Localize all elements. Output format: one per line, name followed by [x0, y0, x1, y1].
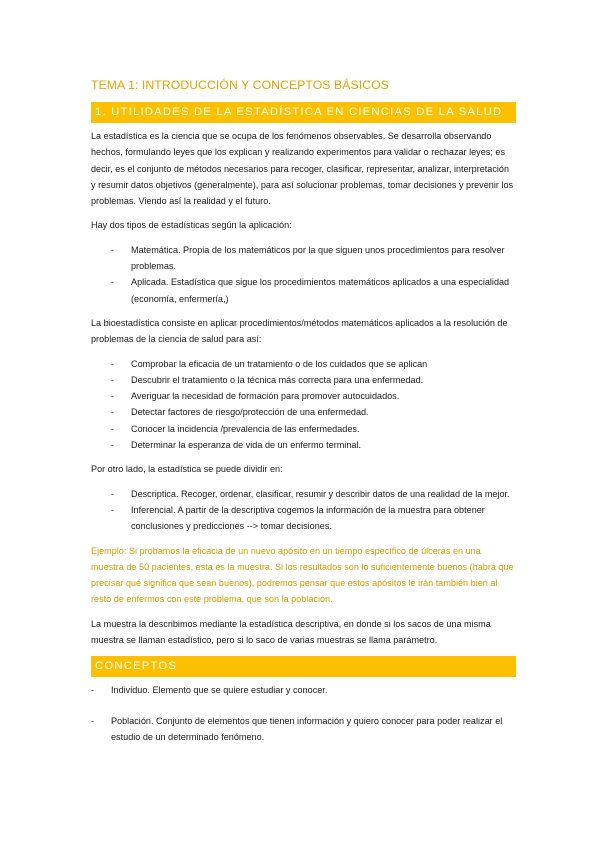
- dash-bullet: -: [111, 358, 115, 369]
- list-item: - Detectar factores de riesgo/protección de una enfermedad.: [91, 404, 516, 420]
- list-item: - Individuo. Elemento que se quiere estudiar y conocer.: [91, 682, 516, 698]
- list-item: - Aplicada. Estadística que sigue los procedimientos matemáticos aplicados a una especialidad (economía, enfermería,): [91, 274, 516, 307]
- list-item: - Descriptica. Recoger, ordenar, clasificar, resumir y describir datos de una realidad de la mejor.: [91, 486, 516, 502]
- dash-bullet: -: [91, 715, 95, 726]
- dash-bullet: -: [111, 374, 115, 385]
- list-item: - Inferencial. A partir de la descriptiva cogemos la información de la muestra para obtener conclusiones y predicciones --> tomar decisiones.: [91, 502, 516, 535]
- dash-bullet: -: [111, 488, 115, 499]
- dash-bullet: -: [111, 504, 115, 515]
- list-item: - Comprobar la eficacia de un tratamiento o de los cuidados que se aplican: [91, 356, 516, 372]
- section-banner-utilidades: 1. UTILIDADES DE LA ESTADÍSTICA EN CIENCIAS DE LA SALUD: [91, 102, 516, 123]
- section-banner-conceptos: CONCEPTOS: [91, 656, 516, 677]
- division-list: [91, 486, 516, 535]
- conceptos-list: [91, 682, 516, 745]
- sample-paragraph: La muestra la describimos mediante la estadística descriptiva, en donde si los sacos de una misma muestra se llaman estadístico, pero si lo saco de varias muestras se llama parámetro.: [91, 618, 491, 646]
- list-item: - Averiguar la necesidad de formación para promover autocuidados.: [91, 388, 516, 404]
- types-intro: Hay dos tipos de estadísticas según la aplicación:: [91, 220, 292, 231]
- tema-title: TEMA 1: INTRODUCCIÓN Y CONCEPTOS BÁSICOS: [91, 78, 389, 92]
- list-item: - Conocer la incidencia /prevalencia de las enfermedades.: [91, 421, 516, 437]
- intro-paragraph: La estadística es la ciencia que se ocupa de los fenómenos observables. Se desarrolla observando hechos, formulando leyes que los explican y realizando experimentos para validar o rechazar leyes; es decir, es el conjunto de métodos necesarios para recoger, clasificar, representar, analizar, interpretación y resumir datos objetivos (generalmente), para así solucionar problemas, tomar decisiones y prevenir los problemas. Viendo así la realidad y el futuro.: [91, 131, 514, 207]
- bio-paragraph: La bioestadística consiste en aplicar procedimientos/métodos matemáticos aplicados a la resolución de problemas de la ciencia de salud para así:: [91, 317, 508, 345]
- example-paragraph: Ejemplo: Si probamos la eficacia de un nuevo apósito en un tiempo específico de úlceras en una muestra de 50 pacientes, esta es la muestra. Si los resultados son lo suficientemente buenos (habrá que precisar qué significa que sean buenos), podremos pensar que estos apósitos le irán también bien al resto de enfermos con este problema, que son la población.: [91, 545, 514, 605]
- list-item: - Determinar la esperanza de vida de un enfermo terminal.: [91, 437, 516, 453]
- dash-bullet: -: [111, 407, 115, 418]
- dash-bullet: -: [91, 685, 95, 696]
- dash-bullet: -: [111, 391, 115, 402]
- division-intro: Por otro lado, la estadística se puede dividir en:: [91, 464, 283, 475]
- dash-bullet: -: [111, 440, 115, 451]
- dash-bullet: -: [111, 423, 115, 434]
- list-item: - Descubrir el tratamiento o la técnica más correcta para una enfermedad.: [91, 372, 516, 388]
- document-page: [91, 78, 516, 745]
- dash-bullet: -: [111, 277, 115, 288]
- list-item: - Matemática. Propia de los matemáticos por la que siguen unos procedimientos para resolver problemas.: [91, 242, 516, 275]
- list-item: - Población. Conjunto de elementos que tienen información y quiero conocer para poder realizar el estudio de un determinado fenómeno.: [91, 713, 516, 746]
- dash-bullet: -: [111, 244, 115, 255]
- types-list: [91, 242, 516, 307]
- bio-list: [91, 356, 516, 454]
